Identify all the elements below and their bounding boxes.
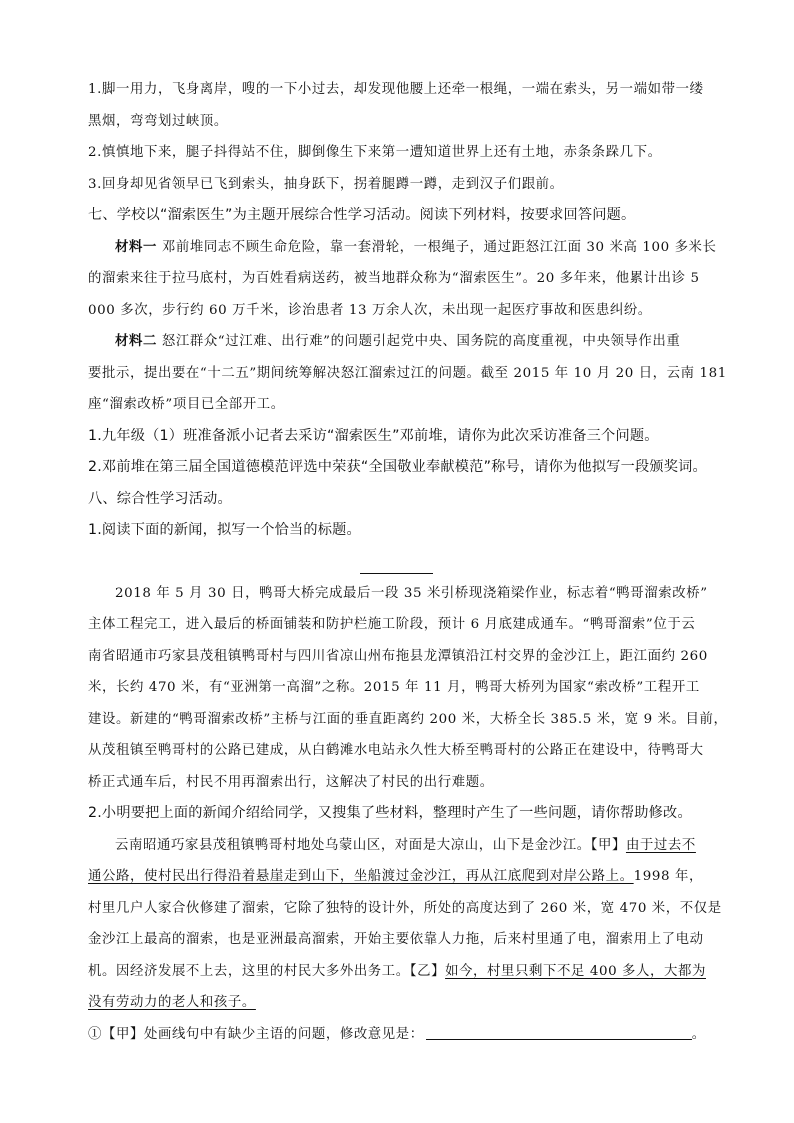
reading-option-3: 3.回身却见省领早已飞到索头，抽身跃下，拐着腿蹲一蹲，走到汉子们跟前。 — [88, 176, 564, 192]
question-7-1: 1.九年级（1）班准备派小记者去采访“溜索医生”邓前堆，请你为此次采访准备三个问题。 — [88, 427, 659, 444]
question-7-2: 2.邓前堆在第三届全国道德模范评选中荣获“全国敬业奉献模范”称号，请你为他拟写一段颁奖词。 — [88, 459, 707, 475]
material-1-line-2: 的溜索来往于拉马底村，为百姓看病送药，被当地群众称为“溜索医生”。20 多年来，他累计出诊 5 — [88, 271, 700, 286]
underlined-sentence-yi: 如今，村里只剩下不足 400 多人，大都为 — [445, 963, 706, 979]
passage-line-6 — [88, 987, 708, 1019]
material-2-line-3: 座“溜索改桥”项目已全部开工。 — [88, 397, 285, 412]
passage-text: 1998 年， — [633, 869, 703, 884]
passage-line-1 — [88, 830, 708, 862]
news-line-4: 米，长约 470 米，有“亚洲第一高溜”之称。2015 年 11 月，鸭哥大桥列为国家“索改桥”工程开工 — [88, 680, 700, 695]
material-2-label: 材料二 — [115, 333, 157, 349]
news-line-2: 主体工程完工，进入最后的桥面铺装和防护栏施工阶段，预计 6 月底建成通车。“鸭哥溜索”位于云 — [88, 617, 696, 632]
underlined-sentence-jia-cont: 通公路，使村民出行得沿着悬崖走到山下，坐船渡过金沙江，再从江底爬到对岸公路上。 — [88, 869, 634, 884]
news-line-1: 2018 年 5 月 30 日，鸭哥大桥完成最后一段 35 米引桥现浇箱梁作业，标志着“鸭哥溜索改桥” — [115, 585, 708, 601]
reading-option-1a: 1.脚一用力，飞身离岸，嗖的一下小过去，却发现他腰上还牵一根绳，一端在索头，另一端如带一缕 — [88, 82, 704, 97]
news-line-7: 桥正式通车后，村民不用再溜索出行，这解决了村民的出行难题。 — [88, 774, 494, 790]
material-1-line-3: 000 多次，步行约 60 万千米，诊治患者 13 万余人次，未出现一起医疗事故和医患纠纷。 — [88, 302, 652, 318]
material-2-line-1 — [88, 326, 708, 358]
question-8-2: 2.小明要把上面的新闻介绍给同学，又搜集了些材料，整理时产生了一些问题，请你帮助修改。 — [88, 805, 692, 821]
passage-text: 机。因经济发展不上去，这里的村民大多外出务工。【乙】 — [88, 963, 446, 979]
passage-line-2 — [88, 861, 708, 893]
sub-question-a-end: 。 — [691, 1026, 706, 1042]
material-1-text: 邓前堆同志不顾生命危险，靠一套滑轮，一根绳子，通过距怒江江面 30 米高 100 多米长 — [161, 239, 717, 255]
sub-question-a — [88, 1019, 708, 1051]
passage-line-5 — [88, 956, 708, 988]
news-line-5: 建设。新建的“鸭哥溜索改桥”主桥与江面的垂直距离约 200 米，大桥全长 385.5 米，宽 9 米。目前， — [88, 711, 728, 727]
reading-option-1b: 黑烟，弯弯划过峡顶。 — [88, 113, 228, 129]
material-1-line-1 — [88, 232, 717, 264]
material-2-line-2: 要批示，提出要在“十二五”期间统筹解决怒江溜索过江的问题。截至 2015 年 10 月 20 日，云南 181 — [88, 365, 727, 381]
news-line-6: 从茂租镇至鸭哥村的公路已建成，从白鹤滩水电站永久性大桥至鸭哥村的公路正在建设中，待鸭哥大 — [88, 743, 704, 758]
answer-blank[interactable] — [426, 1025, 692, 1040]
passage-line-3: 村里几户人家合伙修建了溜索，它除了独特的设计外，所处的高度达到了 260 米，宽 470 米，不仅是 — [88, 900, 722, 916]
title-answer-blank[interactable] — [88, 547, 708, 578]
reading-option-2: 2.慎慎地下来，腿子抖得站不住，脚倒像生下来第一遭知道世界上还有土地，赤条条跺几下。 — [88, 145, 662, 160]
title-blank-line — [360, 573, 433, 574]
question-8-title: 八、综合性学习活动。 — [88, 490, 232, 507]
material-1-label: 材料一 — [115, 238, 157, 255]
question-8-1: 1.阅读下面的新闻，拟写一个恰当的标题。 — [88, 522, 361, 538]
passage-line-4: 金沙江上最高的溜索，也是亚洲最高溜索，开始主要依靠人力拖，后来村里通了电，溜索用上了电动 — [88, 932, 704, 947]
sub-question-a-text: ①【甲】处画线句中有缺少主语的问题，修改意见是： — [88, 1026, 424, 1042]
news-line-3: 南省昭通市巧家县茂租镇鸭哥村与四川省凉山州布拖县龙潭镇沿江村交界的金沙江上，距江面约 260 — [88, 648, 708, 664]
question-7-title: 七、学校以“溜索医生”为主题开展综合性学习活动。阅读下列材料，按要求回答问题。 — [88, 207, 636, 223]
material-2-text: 怒江群众“过江难、出行难”的问题引起党中央、国务院的高度重视，中央领导作出重 — [161, 334, 681, 349]
document-page — [88, 74, 728, 1050]
underlined-sentence-yi-cont: 没有劳动力的老人和孩子。 — [88, 995, 256, 1010]
passage-text: 云南昭通巧家县茂租镇鸭哥村地处乌蒙山区，对面是大凉山，山下是金沙江。【甲】 — [115, 837, 626, 853]
underlined-sentence-jia: 由于过去不 — [625, 837, 696, 853]
